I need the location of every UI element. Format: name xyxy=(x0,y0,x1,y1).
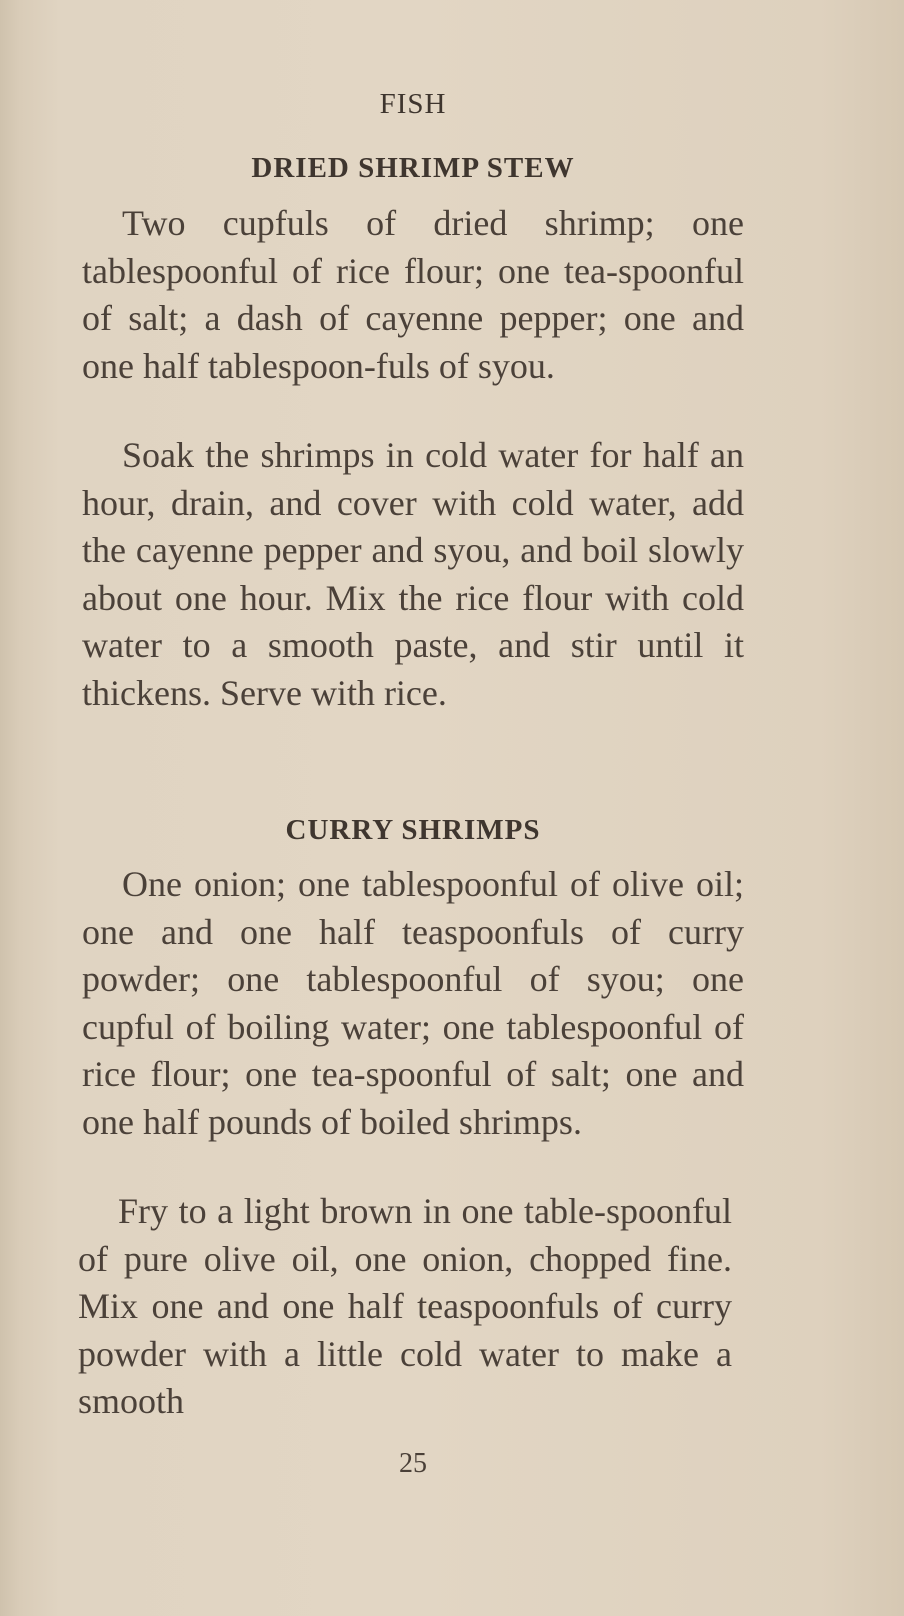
recipe-method-curry-shrimps: Fry to a light brown in one table-spoonful of pure olive oil, one onion, chopped fine. Mix one and one half teaspoonfuls of curry powder with a little cold water to make a smooth xyxy=(78,1191,732,1421)
recipe-ingredients-dried-shrimp-stew: Two cupfuls of dried shrimp; one tablespoonful of rice flour; one tea-spoonful of salt; a dash of cayenne pepper; one and one half tablespoon-fuls of syou. xyxy=(82,203,744,386)
page-number: 25 xyxy=(399,1448,427,1479)
book-page xyxy=(78,0,744,1616)
recipe-ingredients-curry-shrimps: One onion; one tablespoonful of olive oil; one and one half teaspoonfuls of curry powder; one tablespoonful of syou; one cupful of boiling water; one tablespoonful of rice flour; one tea-spoonful of salt; one and one half pounds of boiled shrimps. xyxy=(82,864,744,1142)
recipe-title-curry-shrimps: CURRY SHRIMPS xyxy=(285,814,541,846)
recipe-method-dried-shrimp-stew: Soak the shrimps in cold water for half an hour, drain, and cover with cold water, add the cayenne pepper and syou, and boil slowly about one hour. Mix the rice flour with cold water to a smooth paste, and stir until it thickens. Serve with rice. xyxy=(82,435,744,713)
recipe-title-dried-shrimp-stew: DRIED SHRIMP STEW xyxy=(251,152,575,184)
running-head: FISH xyxy=(379,88,447,120)
